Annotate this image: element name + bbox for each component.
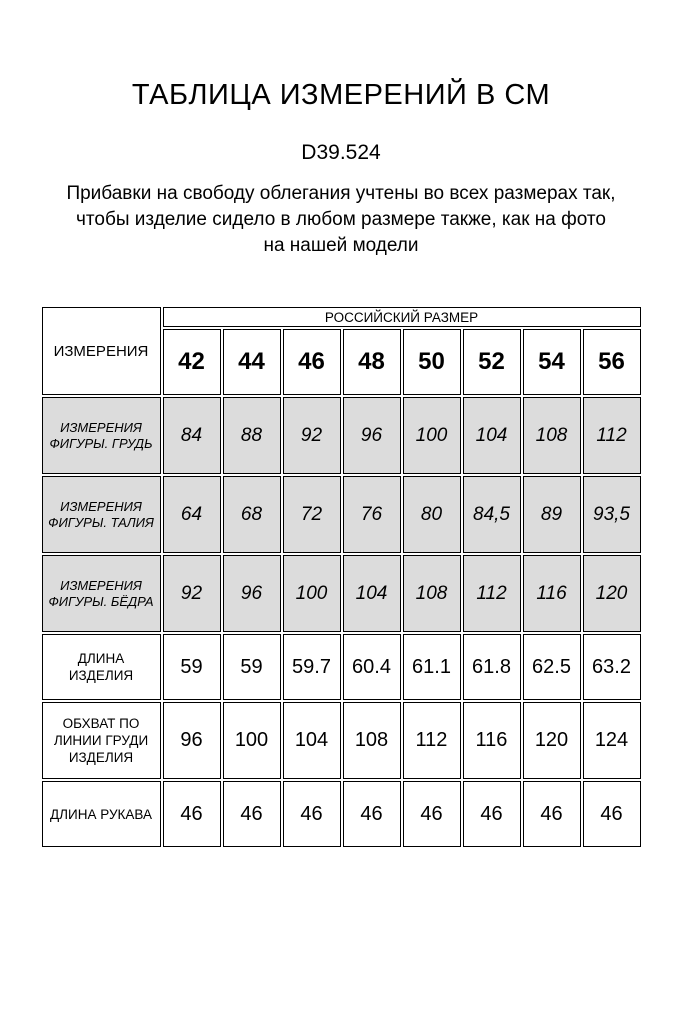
row-label bbox=[42, 634, 161, 700]
value-cell: 60.4 bbox=[343, 634, 401, 700]
fit-note-line: Прибавки на свободу облегания учтены во всех размерах так, bbox=[66, 183, 616, 204]
value-cell: 120 bbox=[583, 555, 641, 632]
page-title: ТАБЛИЦА ИЗМЕРЕНИЙ В СМ bbox=[131, 79, 551, 111]
row-label-line: ДЛИНА РУКАВА bbox=[50, 806, 152, 822]
value-cell: 46 bbox=[403, 781, 461, 847]
row-label bbox=[42, 555, 161, 632]
value-cell: 80 bbox=[403, 476, 461, 553]
row-label-line: ИЗМЕРЕНИЯ bbox=[60, 419, 142, 435]
row-label-line: ФИГУРЫ. БЁДРА bbox=[48, 593, 154, 609]
value-cell: 68 bbox=[223, 476, 281, 553]
row-label-line: ОБХВАТ ПО bbox=[62, 716, 140, 731]
value-cell: 84,5 bbox=[463, 476, 521, 553]
measurements-column-header: ИЗМЕРЕНИЯ bbox=[42, 307, 161, 395]
fit-note-line: на нашей модели bbox=[263, 235, 419, 256]
table-row-figure-chest bbox=[42, 397, 641, 474]
row-label-line: ИЗДЕЛИЯ bbox=[68, 750, 134, 765]
table-row-item-length bbox=[42, 634, 641, 700]
value-cell: 112 bbox=[583, 397, 641, 474]
value-cell: 104 bbox=[463, 397, 521, 474]
value-cell: 116 bbox=[463, 702, 521, 779]
size-header-42: 42 bbox=[163, 329, 221, 395]
value-cell: 92 bbox=[283, 397, 341, 474]
value-cell: 92 bbox=[163, 555, 221, 632]
row-label bbox=[42, 397, 161, 474]
value-cell: 112 bbox=[463, 555, 521, 632]
fit-note bbox=[0, 181, 682, 259]
value-cell: 61.8 bbox=[463, 634, 521, 700]
size-header-50: 50 bbox=[403, 329, 461, 395]
value-cell: 96 bbox=[343, 397, 401, 474]
value-cell: 96 bbox=[163, 702, 221, 779]
size-table bbox=[40, 305, 643, 849]
value-cell: 59 bbox=[163, 634, 221, 700]
row-label bbox=[42, 476, 161, 553]
size-header-44: 44 bbox=[223, 329, 281, 395]
value-cell: 100 bbox=[283, 555, 341, 632]
value-cell: 120 bbox=[523, 702, 581, 779]
value-cell: 84 bbox=[163, 397, 221, 474]
row-label-line: ФИГУРЫ. ГРУДЬ bbox=[49, 435, 153, 451]
size-header-52: 52 bbox=[463, 329, 521, 395]
size-header-54: 54 bbox=[523, 329, 581, 395]
value-cell: 72 bbox=[283, 476, 341, 553]
table-row-chest-girth bbox=[42, 702, 641, 779]
value-cell: 100 bbox=[223, 702, 281, 779]
value-cell: 46 bbox=[463, 781, 521, 847]
row-label bbox=[42, 702, 161, 779]
value-cell: 112 bbox=[403, 702, 461, 779]
value-cell: 46 bbox=[223, 781, 281, 847]
fit-note-line: чтобы изделие сидело в любом размере также, как на фото bbox=[76, 209, 606, 230]
value-cell: 104 bbox=[283, 702, 341, 779]
value-cell: 100 bbox=[403, 397, 461, 474]
value-cell: 108 bbox=[403, 555, 461, 632]
value-cell: 46 bbox=[523, 781, 581, 847]
value-cell: 46 bbox=[583, 781, 641, 847]
value-cell: 116 bbox=[523, 555, 581, 632]
russian-size-group-header: РОССИЙСКИЙ РАЗМЕР bbox=[163, 307, 641, 327]
size-header-56: 56 bbox=[583, 329, 641, 395]
size-header-48: 48 bbox=[343, 329, 401, 395]
row-label-line: ДЛИНА ИЗДЕЛИЯ bbox=[68, 651, 134, 683]
value-cell: 61.1 bbox=[403, 634, 461, 700]
value-cell: 76 bbox=[343, 476, 401, 553]
value-cell: 108 bbox=[343, 702, 401, 779]
value-cell: 62.5 bbox=[523, 634, 581, 700]
value-cell: 89 bbox=[523, 476, 581, 553]
row-label-line: ИЗМЕРЕНИЯ bbox=[60, 577, 142, 593]
value-cell: 46 bbox=[343, 781, 401, 847]
row-label-line: ФИГУРЫ. ТАЛИЯ bbox=[48, 514, 154, 530]
row-label-line: ЛИНИИ ГРУДИ bbox=[53, 733, 149, 748]
table-row-figure-hips bbox=[42, 555, 641, 632]
value-cell: 108 bbox=[523, 397, 581, 474]
article-code: D39.524 bbox=[301, 141, 381, 164]
table-row-sleeve-length bbox=[42, 781, 641, 847]
value-cell: 46 bbox=[283, 781, 341, 847]
value-cell: 63.2 bbox=[583, 634, 641, 700]
value-cell: 59.7 bbox=[283, 634, 341, 700]
value-cell: 124 bbox=[583, 702, 641, 779]
row-label-line: ИЗМЕРЕНИЯ bbox=[60, 498, 142, 514]
value-cell: 64 bbox=[163, 476, 221, 553]
value-cell: 59 bbox=[223, 634, 281, 700]
group-header-row bbox=[42, 307, 641, 327]
value-cell: 93,5 bbox=[583, 476, 641, 553]
size-header-46: 46 bbox=[283, 329, 341, 395]
row-label bbox=[42, 781, 161, 847]
value-cell: 96 bbox=[223, 555, 281, 632]
value-cell: 88 bbox=[223, 397, 281, 474]
value-cell: 46 bbox=[163, 781, 221, 847]
value-cell: 104 bbox=[343, 555, 401, 632]
table-row-figure-waist bbox=[42, 476, 641, 553]
